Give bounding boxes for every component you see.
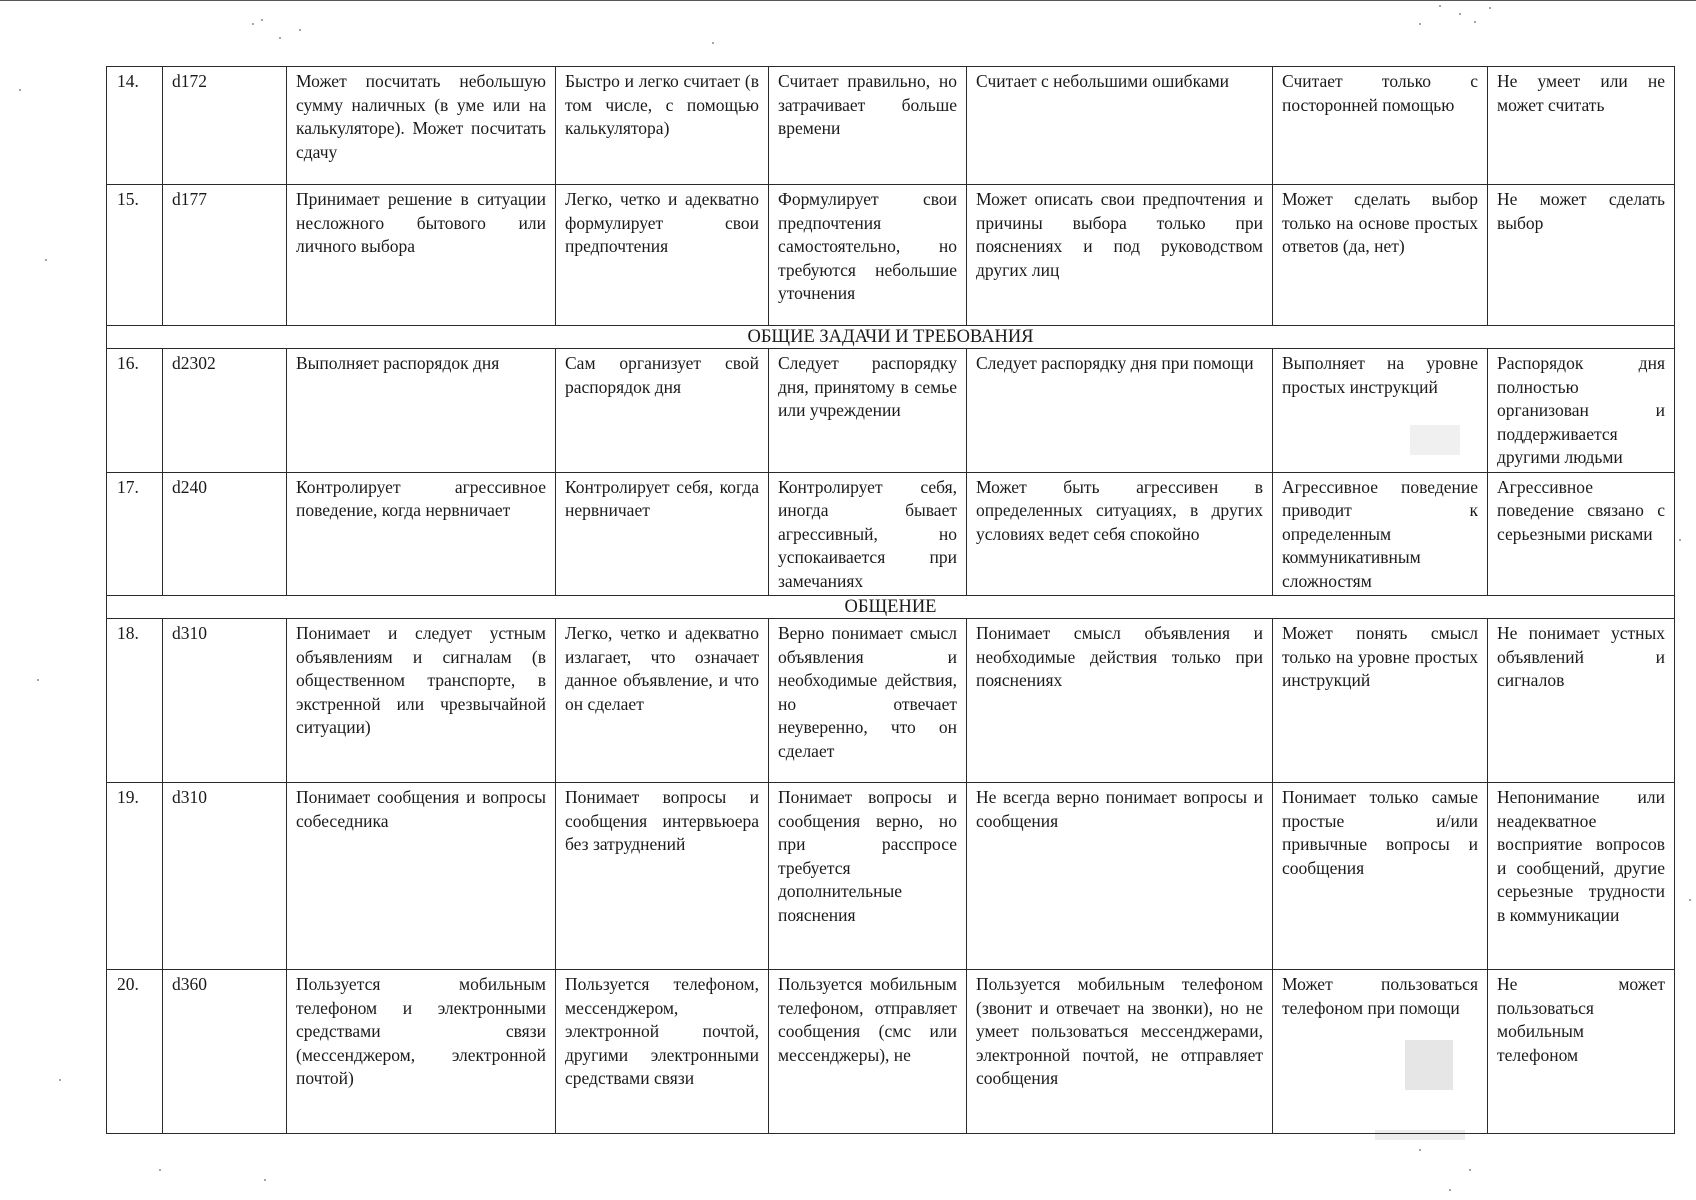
icf-code: d310 <box>163 619 287 783</box>
row-number: 14. <box>107 67 163 185</box>
level-description: Может пользоваться телефоном при помощи <box>1273 970 1488 1134</box>
assessment-table <box>106 66 1675 1134</box>
activity-description: Принимает решение в ситуации несложного бытового или личного выбора <box>287 185 556 326</box>
level-description: Формулирует свои предпочтения самостоятельно, но требуются небольшие уточнения <box>769 185 967 326</box>
level-description: Агрессивное поведение связано с серьезными рисками <box>1488 472 1675 596</box>
level-description: Считает только с посторонней помощью <box>1273 67 1488 185</box>
level-description: Непонимание или неадекватное восприятие вопросов и сообщений, другие серьезные трудности в коммуникации <box>1488 783 1675 970</box>
level-description: Сам организует свой распорядок дня <box>556 349 769 473</box>
icf-code: d360 <box>163 970 287 1134</box>
level-description: Агрессивное поведение приводит к определенным коммуникативным сложностям <box>1273 472 1488 596</box>
level-description: Контролирует себя, иногда бывает агрессивный, но успокаивается при замечаниях <box>769 472 967 596</box>
icf-code: d240 <box>163 472 287 596</box>
activity-description: Контролирует агрессивное поведение, когда нервничает <box>287 472 556 596</box>
level-description: Пользуется телефоном, мессенджером, электронной почтой, другими электронными средствами связи <box>556 970 769 1134</box>
level-description: Не может пользоваться мобильным телефоном <box>1488 970 1675 1134</box>
level-description: Пользуется мобильным телефоном, отправляет сообщения (смс или мессенджеры), не <box>769 970 967 1134</box>
level-description: Верно понимает смысл объявления и необходимые действия, но отвечает неуверенно, что он сделает <box>769 619 967 783</box>
table-row <box>107 970 1675 1134</box>
activity-description: Может посчитать небольшую сумму наличных (в уме или на калькуляторе). Может посчитать сдачу <box>287 67 556 185</box>
level-description: Понимает вопросы и сообщения интервьюера без затруднений <box>556 783 769 970</box>
level-description: Распорядок дня полностью организован и поддерживается другими людьми <box>1488 349 1675 473</box>
row-number: 18. <box>107 619 163 783</box>
activity-description: Выполняет распорядок дня <box>287 349 556 473</box>
level-description: Легко, четко и адекватно излагает, что означает данное объявление, и что он сделает <box>556 619 769 783</box>
level-description: Не может сделать выбор <box>1488 185 1675 326</box>
scan-top-edge <box>0 0 1696 1</box>
level-description: Считает с небольшими ошибками <box>967 67 1273 185</box>
level-description: Понимает смысл объявления и необходимые действия только при пояснениях <box>967 619 1273 783</box>
table-row <box>107 619 1675 783</box>
level-description: Может быть агрессивен в определенных ситуациях, в других условиях ведет себя спокойно <box>967 472 1273 596</box>
activity-description: Понимает сообщения и вопросы собеседника <box>287 783 556 970</box>
level-description: Не всегда верно понимает вопросы и сообщения <box>967 783 1273 970</box>
table-row <box>107 472 1675 596</box>
level-description: Может описать свои предпочтения и причины выбора только при пояснениях и под руководством других лиц <box>967 185 1273 326</box>
level-description: Следует распорядку дня при помощи <box>967 349 1273 473</box>
table-row <box>107 349 1675 473</box>
level-description: Понимает вопросы и сообщения верно, но при расспросе требуется дополнительные пояснения <box>769 783 967 970</box>
section-title: ОБЩЕНИЕ <box>107 596 1675 619</box>
section-title: ОБЩИЕ ЗАДАЧИ И ТРЕБОВАНИЯ <box>107 326 1675 349</box>
table-row <box>107 185 1675 326</box>
row-number: 19. <box>107 783 163 970</box>
level-description: Может понять смысл только на уровне простых инструкций <box>1273 619 1488 783</box>
table-row <box>107 783 1675 970</box>
icf-code: d172 <box>163 67 287 185</box>
row-number: 15. <box>107 185 163 326</box>
level-description: Понимает только самые простые и/или привычные вопросы и сообщения <box>1273 783 1488 970</box>
level-description: Легко, четко и адекватно формулирует свои предпочтения <box>556 185 769 326</box>
section-header-general <box>107 326 1675 349</box>
level-description: Может сделать выбор только на основе простых ответов (да, нет) <box>1273 185 1488 326</box>
level-description: Контролирует себя, когда нервничает <box>556 472 769 596</box>
level-description: Не умеет или не может считать <box>1488 67 1675 185</box>
row-number: 20. <box>107 970 163 1134</box>
assessment-table-container <box>106 66 1674 1134</box>
level-description: Считает правильно, но затрачивает больше времени <box>769 67 967 185</box>
row-number: 16. <box>107 349 163 473</box>
level-description: Не понимает устных объявлений и сигналов <box>1488 619 1675 783</box>
section-header-communication <box>107 596 1675 619</box>
level-description: Выполняет на уровне простых инструкций <box>1273 349 1488 473</box>
activity-description: Пользуется мобильным телефоном и электронными средствами связи (мессенджером, электронной почтой) <box>287 970 556 1134</box>
table-row <box>107 67 1675 185</box>
icf-code: d177 <box>163 185 287 326</box>
icf-code: d2302 <box>163 349 287 473</box>
icf-code: d310 <box>163 783 287 970</box>
level-description: Быстро и легко считает (в том числе, с помощью калькулятора) <box>556 67 769 185</box>
level-description: Следует распорядку дня, принятому в семье или учреждении <box>769 349 967 473</box>
level-description: Пользуется мобильным телефоном (звонит и отвечает на звонки), но не умеет пользоваться мессенджерами, электронной почтой, не отправляет сообщения <box>967 970 1273 1134</box>
row-number: 17. <box>107 472 163 596</box>
activity-description: Понимает и следует устным объявлениям и сигналам (в общественном транспорте, в экстренной или чрезвычайной ситуации) <box>287 619 556 783</box>
